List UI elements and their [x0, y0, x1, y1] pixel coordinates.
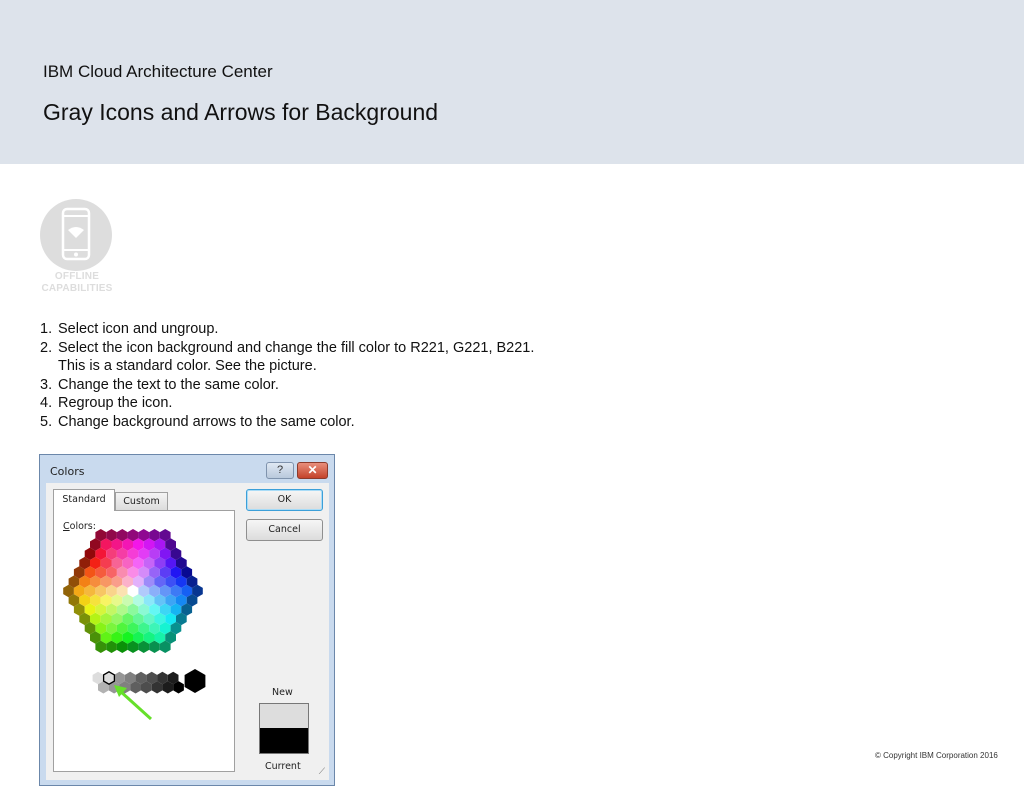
- tab-custom[interactable]: Custom: [115, 492, 168, 510]
- page-title: Gray Icons and Arrows for Background: [43, 99, 439, 125]
- color-preview-swatch: [259, 703, 309, 754]
- step-2-note: This is a standard color. See the picture.: [58, 358, 317, 374]
- org-name: IBM Cloud Architecture Center: [43, 62, 273, 81]
- ok-button[interactable]: OK: [246, 489, 323, 511]
- dialog-body: [46, 483, 329, 780]
- resize-grip-icon[interactable]: ⟋: [318, 766, 325, 776]
- tab-standard[interactable]: Standard: [53, 489, 115, 511]
- cancel-button[interactable]: Cancel: [246, 519, 323, 541]
- instruction-list: [40, 320, 534, 431]
- colors-dialog-screenshot: [39, 454, 335, 786]
- step-2: 2. Select the icon background and change the fill color to R221, G221, B221.: [40, 339, 535, 356]
- dialog-title: Colors: [50, 465, 85, 478]
- colors-label: Colors:: [63, 521, 96, 532]
- mobile-phone-wifi-icon: [40, 199, 112, 271]
- step-5: 5. Change background arrows to the same color.: [40, 413, 355, 430]
- step-3: 3. Change the text to the same color.: [40, 376, 279, 393]
- current-color-swatch: [260, 728, 308, 753]
- close-button[interactable]: ✕: [297, 462, 328, 479]
- new-color-label: New: [272, 687, 293, 698]
- help-button[interactable]: ?: [266, 462, 294, 479]
- color-hexagon-palette[interactable]: [54, 511, 234, 741]
- step-1: 1. Select icon and ungroup.: [40, 321, 219, 337]
- step-4: 4. Regroup the icon.: [40, 395, 173, 411]
- copyright-footer: © Copyright IBM Corporation 2016: [875, 751, 998, 760]
- new-color-swatch: [260, 704, 308, 728]
- current-color-label: Current: [265, 761, 301, 772]
- page-header: [0, 0, 1024, 164]
- standard-colors-panel: [53, 510, 235, 772]
- icon-label: OFFLINE CAPABILITIES: [41, 271, 113, 294]
- sample-gray-icon: [38, 199, 116, 295]
- icon-background-circle: [40, 199, 112, 271]
